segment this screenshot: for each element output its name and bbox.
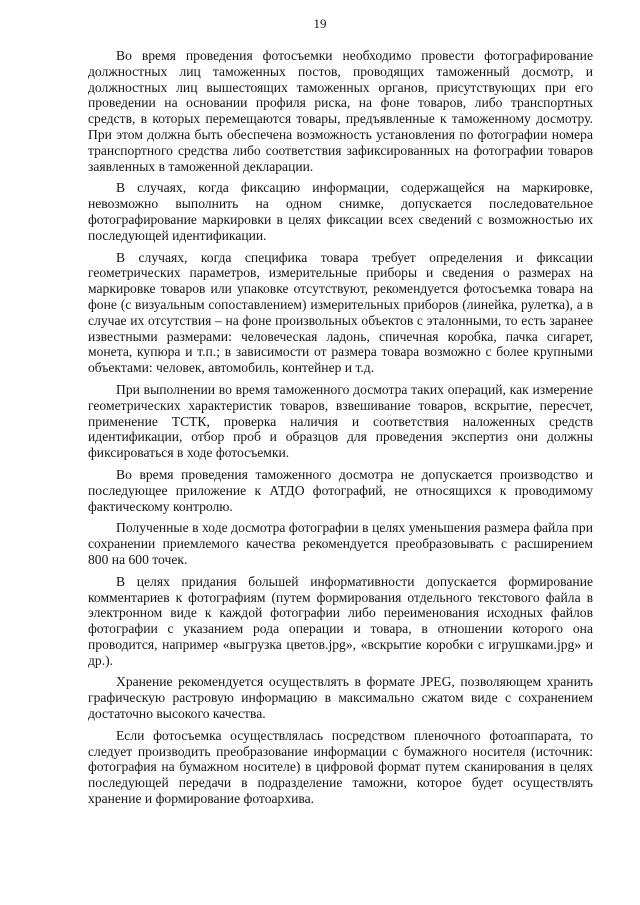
page-number: 19 <box>313 16 327 31</box>
paragraph-photography-of-officials: Во время проведения фотосъемки необходимо провести фотографирование должностных лиц таможенных постов, проводящих таможенный досмотр, и должностных лиц вышестоящих таможенных органов, присутствующих при его проведении на основании профиля риска, на фоне товаров, либо транспортных средств, в которых перемещаются товары, предъявленные к таможенному досмотру. При этом должна быть обеспечена возможность установления по фотографии номера транспортного средства либо соответствия зафиксированных на фотографии товаров заявленных в таможенной декларации. <box>88 48 593 174</box>
paragraph-film-camera: Если фотосъемка осуществлялась посредством пленочного фотоаппарата, то следует производить преобразование информации с бумажного носителя (источник: фотография на бумажном носителе) в цифровой формат путем сканирования в целях последующей передачи в подразделение таможни, которое будет осуществлять хранение и формирование фотоархива. <box>88 727 593 807</box>
paragraph-unrelated-photos: Во время проведения таможенного досмотра не допускается производство и последующее приложение к АТДО фотографий, не относящихся к проводимому фактическому контролю. <box>88 466 593 514</box>
paragraph-marking-photography: В случаях, когда фиксацию информации, содержащейся на маркировке, невозможно выполнить на одном снимке, допускается последовательное фотографирование маркировки в целях фиксации всех сведений с возможностью их последующей идентификации. <box>88 180 593 243</box>
paragraph-comments: В целях придания большей информативности допускается формирование комментариев к фотографиям (путем формирования отдельного текстового файла в электронном виде к каждой фотографии либо переименования исходных файлов фотографии с указанием рода операции и товара, в отношении которого она проводится, например «выгрузка цветов.jpg», «вскрытие коробки с игрушками.jpg» и др.). <box>88 573 593 668</box>
document-body <box>88 48 593 807</box>
paragraph-geometric-parameters: В случаях, когда специфика товара требует определения и фиксации геометрических параметров, измерительные приборы и сведения о размерах на маркировке товаров или упаковке отсутствуют, рекомендуется фотосъемка товара на фоне (с визуальным сопоставлением) измерительных приборов (линейка, рулетка), а в случае их отсутствия – на фоне произвольных объектов с эталонными, то есть заранее известными размерами: человеческая ладонь, спичечная коробка, пачка сигарет, монета, купюра и т.п.; в зависимости от размера товара возможно с более крупными объектами: человек, автомобиль, контейнер и т.д. <box>88 249 593 376</box>
paragraph-inspection-operations: При выполнении во время таможенного досмотра таких операций, как измерение геометрических характеристик товаров, взвешивание товаров, вскрытие, пересчет, применение ТСТК, проверка наличия и соответствия наложенных средств идентификации, отбор проб и образцов для проведения экспертиз они должны фиксироваться в ходе фотосъемки. <box>88 381 593 461</box>
paragraph-file-size: Полученные в ходе досмотра фотографии в целях уменьшения размера файла при сохранении приемлемого качества рекомендуется преобразовывать с расширением 800 на 600 точек. <box>88 520 593 567</box>
paragraph-storage-format: Хранение рекомендуется осуществлять в формате JPEG, позволяющем хранить графическую растровую информацию в максимально сжатом виде с сохранением достаточно высокого качества. <box>88 674 593 722</box>
